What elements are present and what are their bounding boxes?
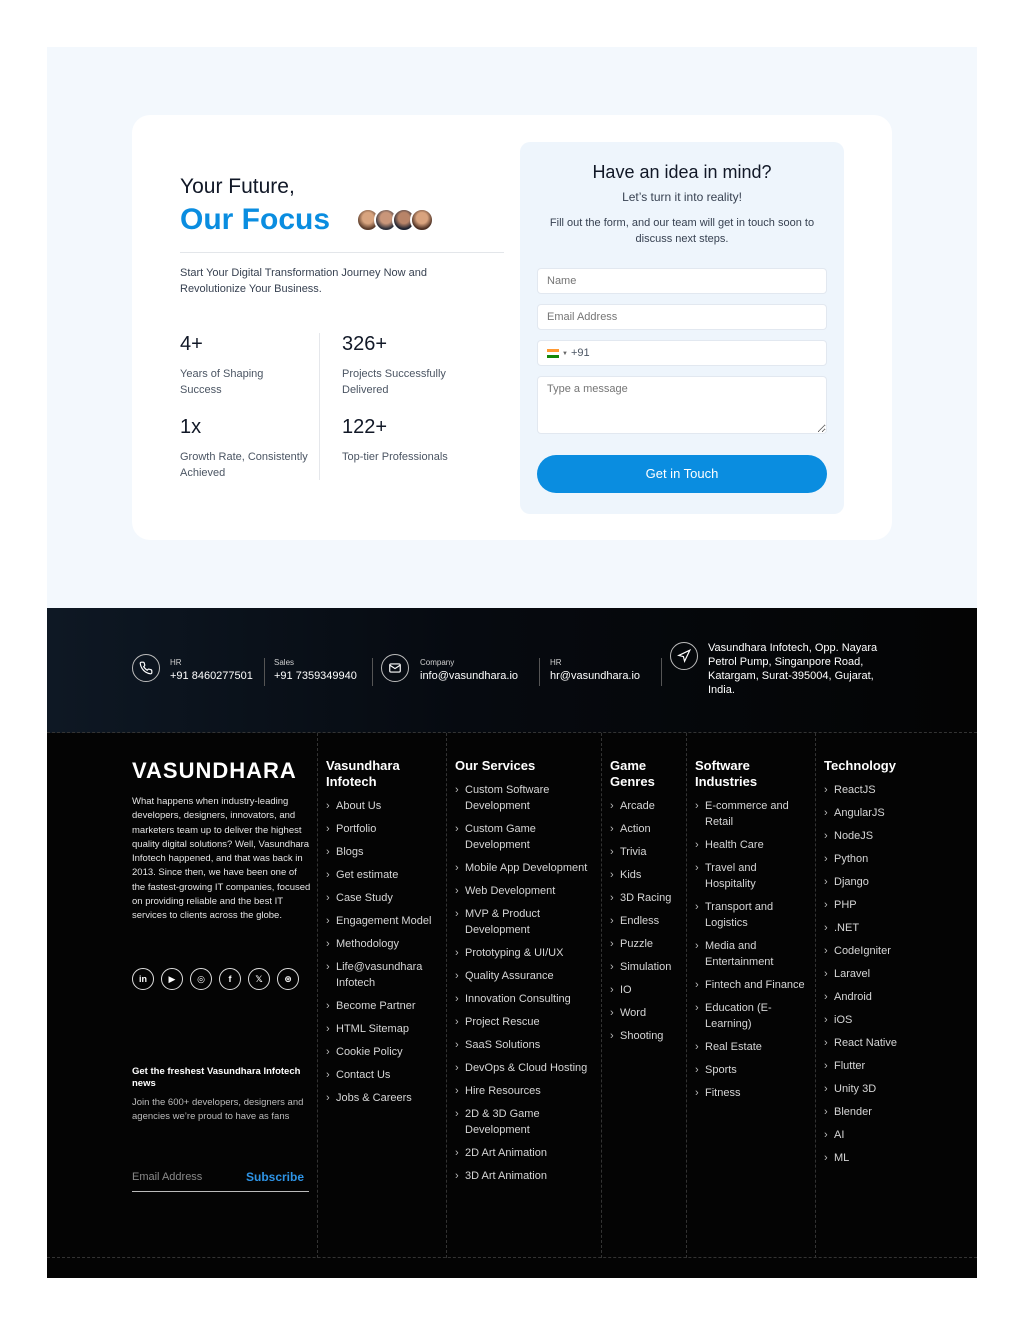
chevron-right-icon: › — [695, 862, 699, 874]
footer-link-label: Quality Assurance — [465, 970, 554, 982]
social-links — [132, 968, 299, 990]
footer-link-label: Fintech and Finance — [705, 979, 805, 991]
form-title: Have an idea in mind? — [592, 162, 772, 182]
footer-link[interactable] — [610, 798, 685, 814]
contact-divider — [539, 658, 540, 686]
chevron-right-icon: › — [610, 915, 614, 927]
hero-heading-line2: Our Focus — [180, 203, 331, 236]
footer-link[interactable] — [455, 1037, 595, 1053]
team-avatars — [356, 208, 434, 232]
footer-link-label: Simulation — [620, 961, 672, 973]
get-in-touch-button[interactable]: Get in Touch — [537, 455, 827, 493]
chevron-right-icon: › — [455, 1039, 459, 1051]
stat-label: Projects Successfully Delivered — [342, 368, 446, 396]
column-heading: Game Genres — [610, 758, 655, 789]
column-divider — [601, 733, 602, 1258]
footer-link-label: Word — [620, 1007, 647, 1019]
chevron-right-icon: › — [326, 1046, 330, 1058]
footer-link[interactable] — [610, 1028, 685, 1044]
footer-link[interactable] — [326, 913, 441, 929]
instagram-icon[interactable]: ◎ — [190, 968, 212, 990]
chevron-right-icon: › — [326, 892, 330, 904]
chevron-right-icon: › — [695, 1087, 699, 1099]
name-input[interactable] — [537, 268, 827, 294]
column-divider — [446, 733, 447, 1258]
footer-link-label: ML — [834, 1152, 850, 1164]
hr-phone-link[interactable]: +91 8460277501 — [170, 670, 253, 682]
chevron-right-icon: › — [824, 1014, 828, 1026]
footer-link[interactable] — [695, 1000, 810, 1032]
india-flag-icon[interactable] — [547, 349, 559, 358]
footer-link[interactable] — [824, 1104, 924, 1120]
chevron-right-icon: › — [455, 947, 459, 959]
link-list — [610, 798, 685, 1044]
chevron-right-icon: › — [326, 915, 330, 927]
footer-link-label: Transport and Logistics — [705, 901, 774, 929]
phone-field[interactable] — [537, 340, 827, 366]
hr-email-label: HR — [550, 658, 562, 667]
hr-email-link[interactable]: hr@vasundhara.io — [550, 670, 641, 682]
footer-link-label: PHP — [834, 899, 857, 911]
office-address: Vasundhara Infotech, Opp. Nayara Petrol Pump, Singanpore Road, Katargam, Surat-395004, Gujarat, India. — [708, 642, 878, 696]
footer-link-label: iOS — [834, 1014, 853, 1026]
footer-link[interactable] — [455, 991, 595, 1007]
footer-link[interactable] — [610, 982, 685, 998]
footer-link-label: Travel and Hospitality — [705, 862, 757, 890]
column-divider — [815, 733, 816, 1258]
footer-link[interactable] — [824, 1012, 924, 1028]
footer-link-label: Education (E-Learning) — [705, 1002, 772, 1030]
footer-link-label: Blogs — [336, 846, 364, 858]
stat-value: 326+ — [342, 333, 388, 355]
footer-link[interactable] — [610, 936, 685, 952]
column-divider — [317, 733, 318, 1258]
chevron-right-icon: › — [824, 1060, 828, 1072]
footer-link[interactable] — [695, 899, 810, 931]
chevron-right-icon: › — [326, 1092, 330, 1104]
footer-link[interactable] — [326, 1044, 441, 1060]
footer-link-label: 3D Art Animation — [465, 1170, 547, 1182]
footer-link-label: Health Care — [705, 839, 764, 851]
phone-code: +91 — [571, 347, 590, 359]
footer-link-label: Puzzle — [620, 938, 654, 950]
chevron-right-icon: › — [610, 1030, 614, 1042]
hero-divider — [180, 252, 504, 253]
footer-link[interactable] — [824, 897, 924, 913]
chevron-right-icon: › — [824, 945, 828, 957]
footer-column-services — [455, 758, 595, 1191]
footer-link-label: Hire Resources — [465, 1085, 541, 1097]
chevron-right-icon: › — [695, 979, 699, 991]
company-email-label: Company — [420, 658, 455, 667]
footer-link-label: 2D & 3D Game Development — [465, 1108, 540, 1136]
stat-value: 122+ — [342, 416, 388, 438]
footer-link[interactable] — [695, 1039, 810, 1055]
footer-link[interactable] — [824, 828, 924, 844]
form-subtitle: Let’s turn it into reality! — [622, 190, 742, 204]
footer-link-label: ReactJS — [834, 784, 876, 796]
newsletter-input-underline — [132, 1191, 309, 1192]
footer-link[interactable] — [824, 1127, 924, 1143]
footer-link-label: React Native — [834, 1037, 897, 1049]
footer-link-label: SaaS Solutions — [465, 1039, 541, 1051]
footer-link-label: Python — [834, 853, 869, 865]
footer-link-label: Shooting — [620, 1030, 664, 1042]
footer-link-label: Mobile App Development — [465, 862, 588, 874]
footer-link[interactable] — [695, 977, 810, 993]
chevron-right-icon: › — [455, 908, 459, 920]
footer-link[interactable] — [455, 1145, 595, 1161]
newsletter-email-input[interactable]: Email Address — [132, 1171, 203, 1183]
chevron-right-icon: › — [326, 800, 330, 812]
column-heading: Our Services — [455, 758, 536, 773]
footer-link-label: 2D Art Animation — [465, 1147, 547, 1159]
sales-phone-label: Sales — [274, 658, 295, 667]
footer-link-label: IO — [620, 984, 632, 996]
footer-link-label: About Us — [336, 800, 382, 812]
newsletter-description: Join the 600+ developers, designers and agencies we’re proud to have as fans — [132, 1097, 304, 1122]
column-heading: Technology — [824, 758, 896, 773]
footer-link[interactable] — [455, 883, 595, 899]
stat-value: 4+ — [180, 333, 203, 355]
company-email-link[interactable]: info@vasundhara.io — [420, 670, 519, 682]
footer-link[interactable] — [695, 798, 810, 830]
footer-link-label: Contact Us — [336, 1069, 391, 1081]
footer-link[interactable] — [455, 860, 595, 876]
footer — [47, 608, 977, 1278]
footer-link[interactable] — [824, 874, 924, 890]
vasundhara-logo[interactable]: VASUNDHARA — [132, 758, 297, 783]
contact-section — [47, 47, 977, 608]
chevron-right-icon: › — [610, 892, 614, 904]
contact-form — [520, 142, 844, 514]
footer-link-label: MVP & Product Development — [465, 908, 540, 936]
chevron-right-icon: › — [824, 1037, 828, 1049]
footer-link-label: Action — [620, 823, 651, 835]
footer-link-label: Prototyping & UI/UX — [465, 947, 564, 959]
stat-label: Growth Rate, Consistently Achieved — [180, 451, 308, 479]
chevron-right-icon: › — [610, 823, 614, 835]
stat-growth — [180, 416, 310, 481]
stat-label: Top-tier Professionals — [342, 451, 448, 463]
footer-link[interactable] — [695, 938, 810, 970]
footer-link-label: Flutter — [834, 1060, 866, 1072]
chevron-right-icon: › — [610, 1007, 614, 1019]
footer-link[interactable] — [455, 1083, 595, 1099]
chevron-right-icon: › — [824, 1083, 828, 1095]
footer-link[interactable] — [824, 989, 924, 1005]
footer-link-label: Sports — [705, 1064, 737, 1076]
chevron-right-icon: › — [695, 1064, 699, 1076]
skype-icon[interactable]: ⊛ — [277, 968, 299, 990]
footer-link[interactable] — [326, 867, 441, 883]
stat-value: 1x — [180, 416, 202, 438]
hr-phone-label: HR — [170, 658, 182, 667]
footer-link-label: 3D Racing — [620, 892, 672, 904]
footer-link-label: Laravel — [834, 968, 871, 980]
footer-link-label: Android — [834, 991, 872, 1003]
stat-label: Years of Shaping Success — [180, 368, 264, 396]
chevron-right-icon: › — [610, 869, 614, 881]
footer-link[interactable] — [824, 920, 924, 936]
chevron-right-icon: › — [455, 885, 459, 897]
footer-link-label: HTML Sitemap — [336, 1023, 409, 1035]
stat-projects — [342, 333, 462, 398]
chevron-right-icon: › — [455, 1016, 459, 1028]
chevron-right-icon: › — [455, 1062, 459, 1074]
footer-link[interactable] — [824, 1150, 924, 1166]
footer-link[interactable] — [326, 1090, 441, 1106]
chevron-right-icon: › — [695, 901, 699, 913]
footer-link-label: Innovation Consulting — [465, 993, 571, 1005]
footer-link[interactable] — [610, 890, 685, 906]
chevron-right-icon: › — [326, 1000, 330, 1012]
footer-link-label: Life@vasundhara Infotech — [336, 961, 423, 989]
chevron-right-icon: › — [326, 869, 330, 881]
footer-link-label: Media and Entertainment — [705, 940, 774, 968]
mail-icon — [381, 654, 409, 682]
footer-link[interactable] — [610, 821, 685, 837]
hero-subtitle: Start Your Digital Transformation Journey Now and Revolutionize Your Business. — [180, 267, 428, 295]
footer-link[interactable] — [326, 798, 441, 814]
chevron-right-icon: › — [824, 876, 828, 888]
footer-link-label: AngularJS — [834, 807, 885, 819]
footer-link-label: Endless — [620, 915, 660, 927]
link-list — [695, 798, 810, 1101]
footer-link-label: Portfolio — [336, 823, 377, 835]
linkedin-icon[interactable]: in — [132, 968, 154, 990]
footer-link[interactable] — [455, 945, 595, 961]
chevron-down-icon[interactable]: ▼ — [562, 351, 568, 357]
hero-heading-line1: Your Future, — [180, 175, 295, 198]
footer-link[interactable] — [824, 966, 924, 982]
chevron-right-icon: › — [455, 970, 459, 982]
footer-link-label: Get estimate — [336, 869, 399, 881]
footer-link-label: NodeJS — [834, 830, 874, 842]
chevron-right-icon: › — [455, 823, 459, 835]
footer-link-label: Kids — [620, 869, 642, 881]
contact-card — [132, 115, 892, 540]
chevron-right-icon: › — [695, 800, 699, 812]
chevron-right-icon: › — [326, 823, 330, 835]
contact-divider — [264, 658, 265, 686]
contact-divider — [372, 658, 373, 686]
footer-link-label: Arcade — [620, 800, 655, 812]
footer-link-label: Custom Game Development — [465, 823, 536, 851]
form-description: Fill out the form, and our team will get in touch soon to discuss next steps. — [549, 217, 815, 245]
footer-column-company — [326, 758, 441, 1113]
chevron-right-icon: › — [455, 1085, 459, 1097]
footer-link[interactable] — [326, 821, 441, 837]
location-arrow-icon — [670, 642, 698, 670]
footer-link[interactable] — [326, 959, 441, 991]
chevron-right-icon: › — [455, 993, 459, 1005]
chevron-right-icon: › — [326, 1069, 330, 1081]
footer-link[interactable] — [610, 913, 685, 929]
footer-link-label: Methodology — [336, 938, 399, 950]
footer-link[interactable] — [824, 943, 924, 959]
footer-link[interactable] — [455, 1106, 595, 1138]
footer-link[interactable] — [824, 1058, 924, 1074]
footer-link-label: AI — [834, 1129, 845, 1141]
youtube-icon[interactable]: ▶ — [161, 968, 183, 990]
chevron-right-icon: › — [610, 961, 614, 973]
footer-link[interactable] — [824, 851, 924, 867]
email-input[interactable] — [537, 304, 827, 330]
chevron-right-icon: › — [824, 899, 828, 911]
chevron-right-icon: › — [326, 1023, 330, 1035]
footer-link[interactable] — [610, 844, 685, 860]
footer-link-label: Unity 3D — [834, 1083, 877, 1095]
chevron-right-icon: › — [610, 846, 614, 858]
contact-divider — [661, 658, 662, 686]
message-input[interactable] — [537, 376, 827, 434]
phone-icon — [132, 654, 160, 682]
footer-link[interactable] — [455, 821, 595, 853]
footer-column-game-genres — [610, 758, 685, 1051]
chevron-right-icon: › — [824, 830, 828, 842]
avatar — [410, 208, 434, 232]
sales-phone-link[interactable]: +91 7359349940 — [274, 670, 357, 682]
footer-link-label: Blender — [834, 1106, 872, 1118]
company-about: What happens when industry-leading developers, designers, innovators, and marketers team up to deliver the highest quality digital solutions? Well, Vasundhara Infotech happened, and that was back in 2013. Since then, we have been one of the fastest-growing IT companies, focused on providing reliable and the best IT services to clients across the globe. — [132, 796, 311, 922]
chevron-right-icon: › — [695, 1041, 699, 1053]
footer-link-label: .NET — [834, 922, 860, 934]
chevron-right-icon: › — [326, 961, 330, 973]
chevron-right-icon: › — [610, 984, 614, 996]
link-list — [326, 798, 441, 1106]
footer-link[interactable] — [326, 1021, 441, 1037]
footer-link[interactable] — [326, 998, 441, 1014]
column-heading: Vasundhara Infotech — [326, 758, 400, 789]
chevron-right-icon: › — [824, 922, 828, 934]
footer-link-label: DevOps & Cloud Hosting — [465, 1062, 588, 1074]
chevron-right-icon: › — [824, 991, 828, 1003]
footer-link-label: CodeIgniter — [834, 945, 891, 957]
footer-column-industries — [695, 758, 810, 1108]
footer-column-technology — [824, 758, 924, 1173]
chevron-right-icon: › — [824, 784, 828, 796]
column-heading: Software Industries — [695, 758, 758, 789]
footer-link[interactable] — [695, 1085, 810, 1101]
contact-strip — [47, 608, 977, 733]
footer-link-label: Real Estate — [705, 1041, 762, 1053]
footer-link[interactable] — [455, 1060, 595, 1076]
chevron-right-icon: › — [695, 940, 699, 952]
facebook-icon[interactable]: f — [219, 968, 241, 990]
chevron-right-icon: › — [824, 968, 828, 980]
chevron-right-icon: › — [326, 846, 330, 858]
footer-link[interactable] — [695, 837, 810, 853]
footer-link-label: Fitness — [705, 1087, 741, 1099]
chevron-right-icon: › — [695, 1002, 699, 1014]
chevron-right-icon: › — [455, 1170, 459, 1182]
chevron-right-icon: › — [610, 938, 614, 950]
chevron-right-icon: › — [824, 807, 828, 819]
column-divider — [686, 733, 687, 1258]
footer-link[interactable] — [326, 890, 441, 906]
footer-link-label: Trivia — [620, 846, 647, 858]
chevron-right-icon: › — [824, 1129, 828, 1141]
footer-link-label: Django — [834, 876, 869, 888]
footer-link[interactable] — [455, 1014, 595, 1030]
footer-link[interactable] — [824, 782, 924, 798]
chevron-right-icon: › — [824, 1106, 828, 1118]
footer-link[interactable] — [326, 936, 441, 952]
page — [47, 47, 977, 1278]
footer-link[interactable] — [455, 968, 595, 984]
footer-link-label: Project Rescue — [465, 1016, 540, 1028]
chevron-right-icon: › — [610, 800, 614, 812]
footer-link[interactable] — [455, 1168, 595, 1184]
footer-link-label: E-commerce and Retail — [705, 800, 789, 828]
stats-divider — [319, 333, 320, 480]
chevron-right-icon: › — [455, 784, 459, 796]
footer-link-label: Custom Software Development — [465, 784, 550, 812]
footer-link[interactable] — [326, 844, 441, 860]
chevron-right-icon: › — [455, 1147, 459, 1159]
link-list — [824, 782, 924, 1166]
footer-link[interactable] — [824, 805, 924, 821]
footer-link[interactable] — [610, 959, 685, 975]
footer-link[interactable] — [610, 867, 685, 883]
stat-professionals — [342, 416, 482, 465]
footer-link[interactable] — [455, 782, 595, 814]
footer-link[interactable] — [326, 1067, 441, 1083]
chevron-right-icon: › — [695, 839, 699, 851]
footer-link-label: Become Partner — [336, 1000, 416, 1012]
footer-link[interactable] — [824, 1035, 924, 1051]
footer-link[interactable] — [695, 860, 810, 892]
footer-link[interactable] — [610, 1005, 685, 1021]
chevron-right-icon: › — [824, 853, 828, 865]
footer-link-label: Web Development — [465, 885, 556, 897]
chevron-right-icon: › — [824, 1152, 828, 1164]
chevron-right-icon: › — [455, 1108, 459, 1120]
newsletter-title: Get the freshest Vasundhara Infotech news — [132, 1066, 301, 1089]
footer-link[interactable] — [695, 1062, 810, 1078]
footer-link-label: Jobs & Careers — [336, 1092, 412, 1104]
chevron-right-icon: › — [326, 938, 330, 950]
stat-years — [180, 333, 280, 398]
x-twitter-icon[interactable]: 𝕏 — [248, 968, 270, 990]
link-list — [455, 782, 595, 1184]
footer-link-label: Engagement Model — [336, 915, 432, 927]
footer-link-label: Case Study — [336, 892, 393, 904]
chevron-right-icon: › — [455, 862, 459, 874]
footer-link-label: Cookie Policy — [336, 1046, 403, 1058]
footer-link[interactable] — [824, 1081, 924, 1097]
footer-link[interactable] — [455, 906, 595, 938]
footer-bottom-divider — [47, 1257, 977, 1258]
subscribe-button[interactable]: Subscribe — [246, 1170, 305, 1184]
